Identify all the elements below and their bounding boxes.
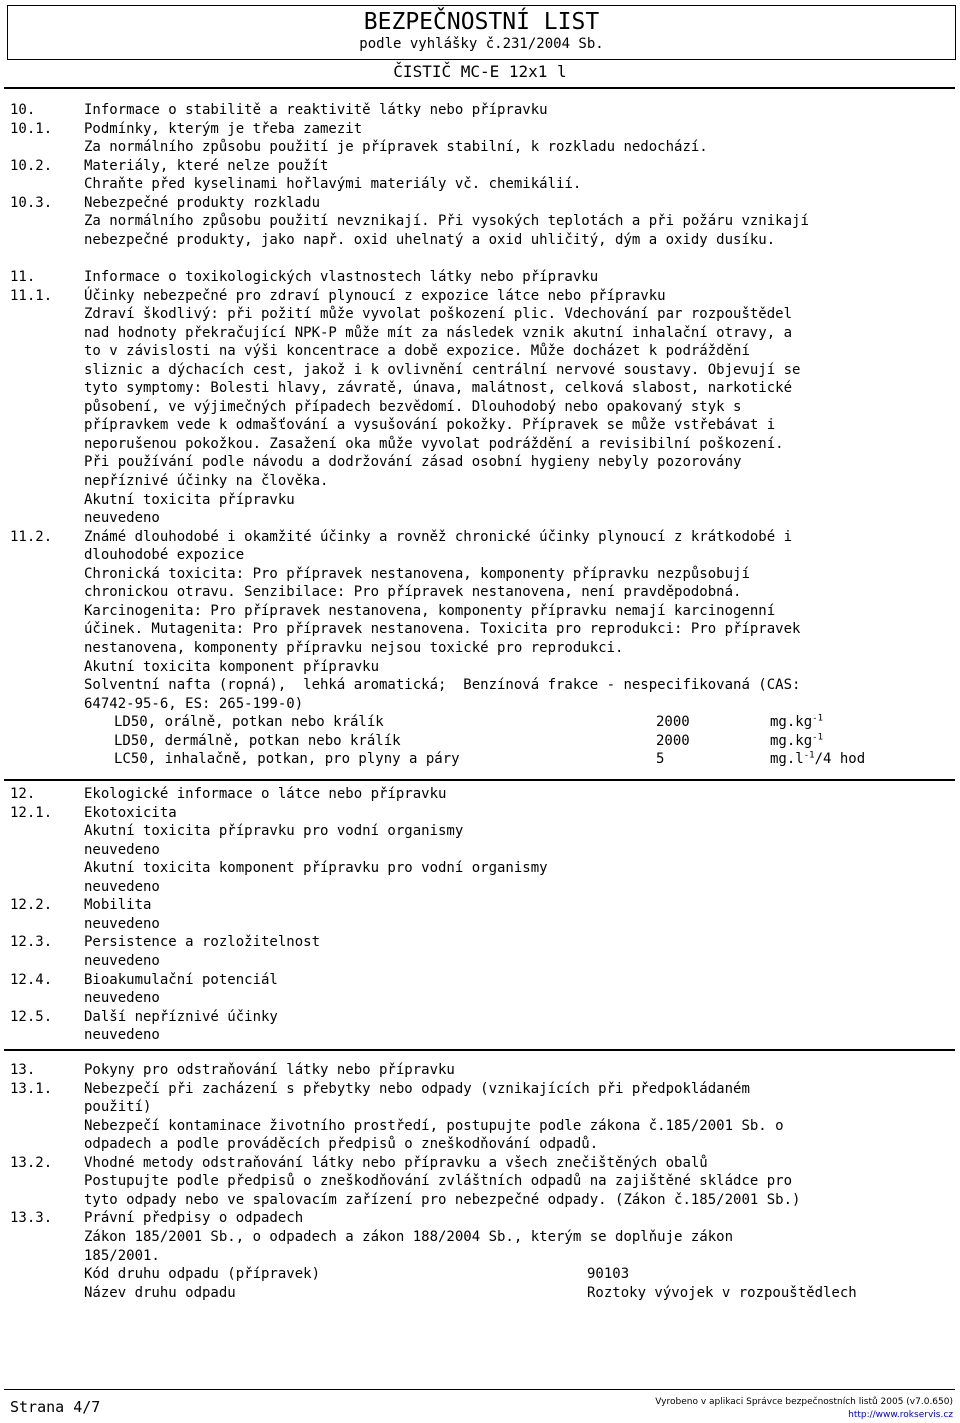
tox-value: 5 [656, 751, 665, 768]
text-line [0, 472, 960, 491]
text-line [0, 1098, 960, 1117]
section-heading-row [0, 268, 960, 287]
text-line [0, 509, 960, 528]
text-line [0, 1172, 960, 1191]
section-number: 13.1. [10, 1080, 53, 1097]
section-heading-row [0, 528, 960, 547]
tox-parameter: LD50, dermálně, potkan nebo králík [114, 732, 401, 749]
section-number: 10.3. [10, 194, 53, 211]
text-line [0, 952, 960, 971]
line-text: 185/2001. [84, 1247, 160, 1264]
line-text: Persistence a rozložitelnost [84, 934, 321, 951]
section-number: 11.1. [10, 287, 53, 304]
line-text: Pokyny pro odstraňování látky nebo přípravku [84, 1062, 455, 1078]
tox-unit: $mg.kg^{-1}$ [770, 732, 823, 749]
text-line [0, 175, 960, 194]
text-line [0, 342, 960, 361]
line-text: Ekotoxicita [84, 804, 177, 821]
line-text: Solventní nafta (ropná), lehká aromatická; Benzínová frakce - nespecifikovaná (CAS: [84, 677, 801, 694]
text-line [0, 491, 960, 510]
line-text: neuvedeno [84, 878, 160, 895]
section-number: 12.3. [10, 934, 53, 951]
waste-code-row [0, 1265, 960, 1284]
line-text: Zákon 185/2001 Sb., o odpadech a zákon 188/2004 Sb., kterým se doplňuje zákon [84, 1228, 734, 1245]
text-line [0, 305, 960, 324]
section-divider [4, 87, 955, 89]
section-heading-row [0, 1209, 960, 1228]
section-heading-row [0, 785, 960, 804]
line-text: tyto odpady nebo ve spalovacím zařízení pro nebezpečné odpady. (Zákon č.185/2001 Sb.) [84, 1191, 801, 1208]
tox-value: 2000 [656, 714, 690, 731]
text-line [0, 676, 960, 695]
text-line [0, 1191, 960, 1210]
text-line [0, 1026, 960, 1045]
section-number: 12.4. [10, 971, 53, 988]
line-text: Akutní toxicita komponent přípravku pro vodní organismy [84, 860, 548, 877]
line-text: Účinky nebezpečné pro zdraví plynoucí z expozice látce nebo přípravku [84, 287, 666, 304]
tox-unit: $mg.kg^{-1}$ [770, 713, 823, 731]
tox-parameter: LC50, inhalačně, potkan, pro plyny a páry [114, 751, 460, 768]
section-number: 12.5. [10, 1008, 53, 1025]
waste-value: 90103 [587, 1266, 630, 1283]
text-line [0, 989, 960, 1008]
section-heading-row [0, 1080, 960, 1099]
line-text: nebezpečné produkty, jako např. oxid uhelnatý a oxid uhličitý, dým a oxidy dusíku. [84, 231, 776, 248]
text-line [0, 453, 960, 472]
text-line [0, 859, 960, 878]
document-subtitle: podle vyhlášky č.231/2004 Sb. [359, 36, 604, 52]
section-heading-row [0, 101, 960, 120]
section-divider [4, 1049, 955, 1051]
text-line [0, 915, 960, 934]
line-text: neuvedeno [84, 1027, 160, 1044]
waste-code-row [0, 1284, 960, 1303]
line-text: neuvedeno [84, 915, 160, 932]
line-text: Chraňte před kyselinami hořlavými materiály vč. chemikálií. [84, 176, 582, 193]
tox-parameter: LD50, orálně, potkan nebo králík [114, 714, 384, 731]
line-text: tyto symptomy: Bolesti hlavy, závratě, únava, malátnost, celková slabost, narkotické [84, 380, 793, 397]
line-text: nestanovena, komponenty přípravku nejsou toxické pro reprodukci. [84, 639, 624, 656]
text-line [0, 565, 960, 584]
text-line [0, 138, 960, 157]
text-line [0, 435, 960, 454]
line-text: Mobilita [84, 897, 152, 914]
section-heading-row [0, 157, 960, 176]
section-number: 13.2. [10, 1154, 53, 1171]
section-number: 12.1. [10, 804, 53, 821]
tox-table-row [0, 750, 960, 769]
text-line [0, 546, 960, 565]
footer-link[interactable]: http://www.rokservis.cz [848, 1410, 953, 1420]
footer-divider [4, 1389, 955, 1390]
line-text: odpadech a podle prováděcích předpisů o zneškodňování odpadů. [84, 1136, 599, 1153]
section-heading-row [0, 933, 960, 952]
text-line [0, 602, 960, 621]
tox-unit: $mg.l^{-1}/4$ hod [770, 750, 866, 768]
line-text: Chronická toxicita: Pro přípravek nestanovena, komponenty přípravku nezpůsobují [84, 565, 750, 582]
line-text: chronickou otravu. Senzibilace: Pro přípravek nestanovena, není pravděpodobná. [84, 584, 742, 601]
header-frame [7, 5, 956, 60]
line-text: Při používání podle návodu a dodržování zásad osobní hygieny nebyly pozorovány [84, 454, 742, 471]
line-text: Nebezpečí kontaminace životního prostředí, postupujte podle zákona č.185/2001 Sb. o [84, 1117, 784, 1134]
text-line [0, 1135, 960, 1154]
line-text: neporušenou pokožkou. Zasažení oka může vyvolat podráždění a revisibilní poškození. [84, 435, 784, 452]
section-number: 12. [10, 786, 36, 802]
section-number: 12.2. [10, 897, 53, 914]
text-line [0, 822, 960, 841]
section-heading-row [0, 971, 960, 990]
footer-credit [655, 1396, 953, 1422]
text-line [0, 361, 960, 380]
line-text: působení, ve výjimečných případech bezvědomí. Dlouhodobý nebo opakovaný styk s [84, 398, 742, 415]
text-line [0, 639, 960, 658]
document-title: BEZPEČNOSTNÍ LIST [363, 9, 600, 35]
line-text: Právní předpisy o odpadech [84, 1210, 304, 1227]
text-line [0, 416, 960, 435]
line-text: Ekologické informace o látce nebo přípravku [84, 786, 447, 802]
line-text: dlouhodobé expozice [84, 547, 245, 564]
line-text: Informace o toxikologických vlastnostech látky nebo přípravku [84, 268, 599, 285]
text-line [0, 658, 960, 677]
product-name: ČISTIČ MC-E 12x1 l [393, 62, 567, 81]
line-text: Akutní toxicita přípravku pro vodní organismy [84, 823, 464, 840]
line-text: to v závislosti na výši koncentrace a době expozice. Může docházet k podráždění [84, 343, 750, 360]
section-heading-row [0, 896, 960, 915]
line-text: nad hodnoty překračující NPK-P může mít za následek vznik akutní inhalační otravy, a [84, 324, 793, 341]
text-line [0, 398, 960, 417]
line-text: neuvedeno [84, 841, 160, 858]
line-text: přípravkem vede k odmašťování a vysušování pokožky. Přípravek se může vstřebávat i [84, 417, 776, 434]
line-text: 64742-95-6, ES: 265-199-0) [84, 695, 304, 712]
section-number: 11. [10, 268, 36, 285]
text-line [0, 324, 960, 343]
text-line [0, 841, 960, 860]
line-text: Za normálního způsobu použití nevznikají. Při vysokých teplotách a při požáru vznikají [84, 213, 809, 230]
section-number: 13.3. [10, 1210, 53, 1227]
tox-value: 2000 [656, 732, 690, 749]
waste-label: Název druhu odpadu [84, 1284, 236, 1301]
text-line [0, 583, 960, 602]
line-text: Za normálního způsobu použití je přípravek stabilní, k rozkladu nedochází. [84, 139, 708, 156]
text-line [0, 878, 960, 897]
line-text: sliznic a dýchacích cest, jakož i k ovlivnění centrální nervové soustavy. Objevují se [84, 361, 801, 378]
section-number: 10. [10, 102, 36, 118]
line-text: Karcinogenita: Pro přípravek nestanovena, komponenty přípravku nemají karcinogenní [84, 602, 776, 619]
line-text: Podmínky, kterým je třeba zamezit [84, 120, 363, 137]
line-text: nepříznivé účinky na člověka. [84, 473, 329, 489]
text-line [0, 231, 960, 250]
line-text: Další nepříznivé účinky [84, 1008, 278, 1025]
line-text: Nebezpečné produkty rozkladu [84, 194, 321, 211]
line-text: Zdraví škodlivý: při požití může vyvolat poškození plic. Vdechování par rozpouštědel [84, 306, 793, 323]
waste-value: Roztoky vývojek v rozpouštědlech [587, 1284, 857, 1301]
section-heading-row [0, 1061, 960, 1080]
section-heading-row [0, 287, 960, 306]
tox-table-row [0, 732, 960, 751]
line-text: Materiály, které nelze použít [84, 157, 329, 174]
line-text: neuvedeno [84, 952, 160, 969]
text-line [0, 249, 960, 268]
line-text: Známé dlouhodobé i okamžité účinky a rovněž chronické účinky plynoucí z krátkodobé i [84, 528, 793, 545]
section-heading-row [0, 804, 960, 823]
line-text: neuvedeno [84, 510, 160, 527]
line-text: Akutní toxicita komponent přípravku [84, 658, 380, 675]
section-heading-row [0, 1154, 960, 1173]
text-line [0, 379, 960, 398]
section-number: 13. [10, 1062, 36, 1078]
tox-table-row [0, 713, 960, 732]
text-line [0, 1117, 960, 1136]
line-text: Akutní toxicita přípravku [84, 491, 295, 508]
section-number: 10.1. [10, 120, 53, 137]
section-number: 10.2. [10, 157, 53, 174]
line-text: Nebezpečí při zacházení s přebytky nebo odpady (vznikajících při předpokládaném [84, 1080, 750, 1097]
text-line [0, 1228, 960, 1247]
text-line [0, 212, 960, 231]
section-heading-row [0, 120, 960, 139]
section-heading-row [0, 1008, 960, 1027]
generator-note: Vyrobeno v aplikaci Správce bezpečnostních listů 2005 (v7.0.650) [655, 1397, 953, 1407]
waste-label: Kód druhu odpadu (přípravek) [84, 1266, 321, 1283]
line-text: Informace o stabilitě a reaktivitě látky nebo přípravku [84, 102, 548, 118]
line-text: Postupujte podle předpisů o zneškodňování zvláštních odpadů na zajištěné skládce pro [84, 1173, 793, 1190]
line-text: účinek. Mutagenita: Pro přípravek nestanovena. Toxicita pro reprodukci: Pro přípravek [84, 621, 801, 638]
page-number: Strana 4/7 [10, 1398, 101, 1416]
line-text: Vhodné metody odstraňování látky nebo přípravku a všech znečištěných obalů [84, 1154, 708, 1171]
section-divider [4, 779, 955, 781]
section-heading-row [0, 194, 960, 213]
text-line [0, 1247, 960, 1266]
line-text: neuvedeno [84, 990, 160, 1007]
line-text: Bioakumulační potenciál [84, 971, 278, 988]
text-line [0, 695, 960, 714]
line-text: použití) [84, 1099, 152, 1116]
text-line [0, 620, 960, 639]
section-number: 11.2. [10, 528, 53, 545]
